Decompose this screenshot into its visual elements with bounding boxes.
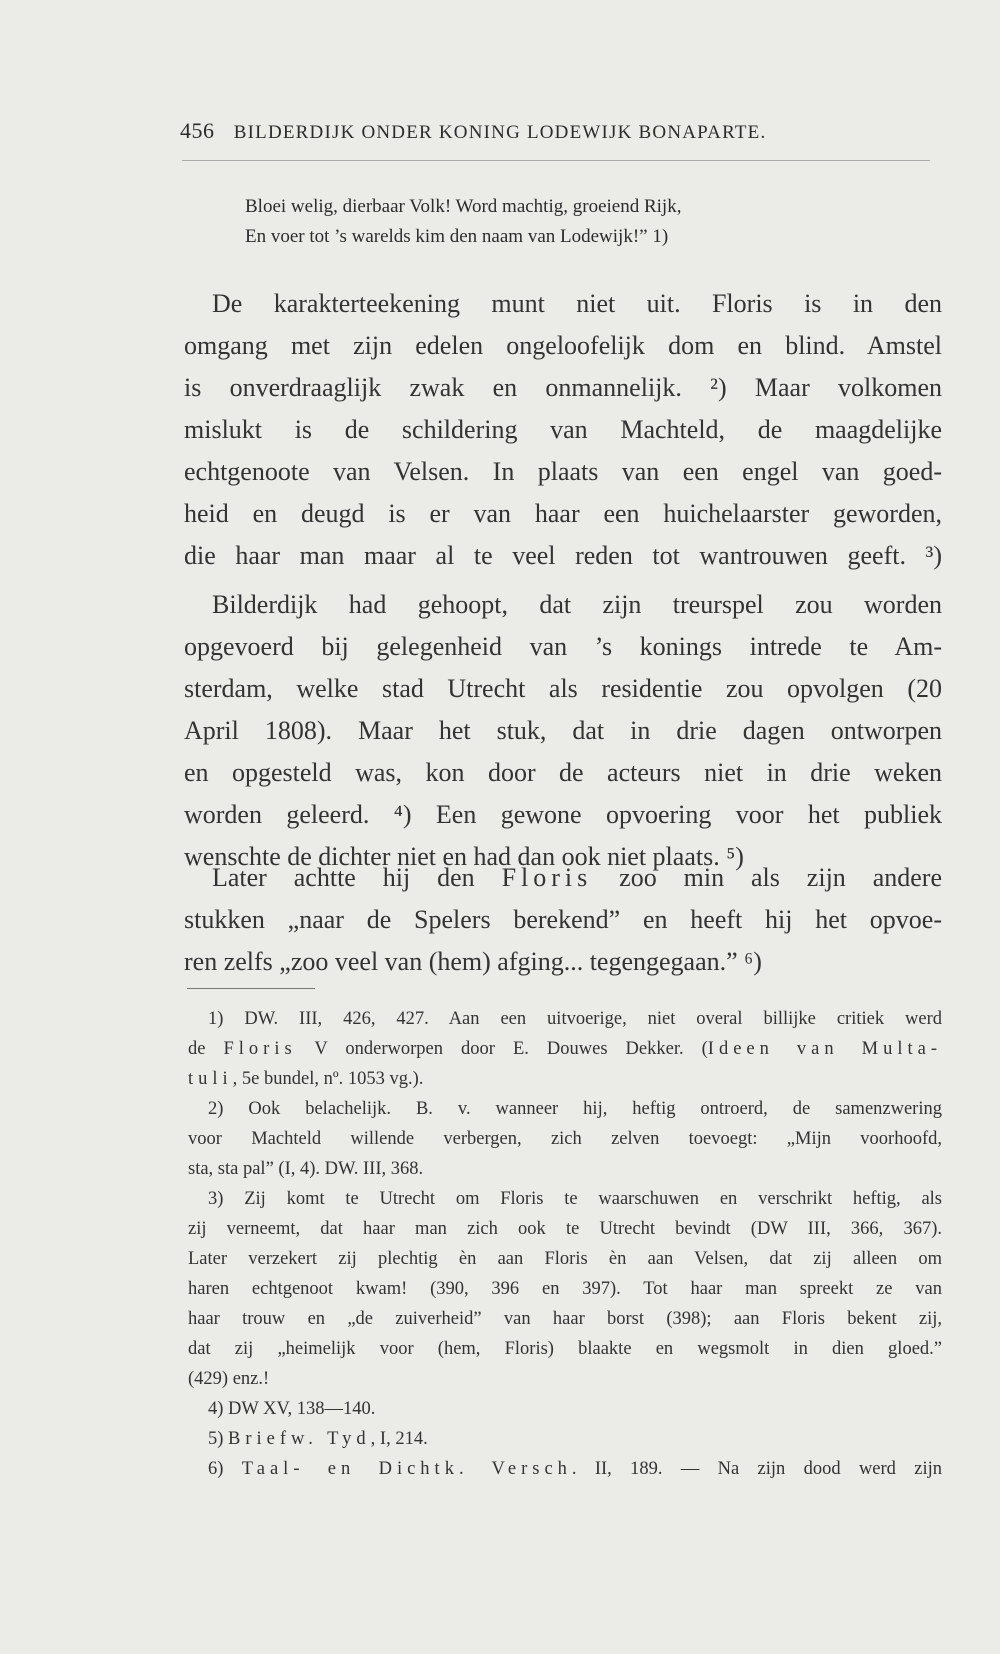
footnote-3-line: dat zij „heimelijk voor (hem, Floris) blaakte en wegsmolt in dien gloed.” bbox=[188, 1339, 942, 1359]
body-line: opgevoerd bij gelegenheid van ’s konings intrede te Am- bbox=[184, 632, 942, 661]
body-line: omgang met zijn edelen ongeloofelijk dom en blind. Amstel bbox=[184, 331, 942, 360]
footnote-1-line: de Floris V onderworpen door E. Douwes Dekker. (Ideen van Multa- bbox=[188, 1039, 942, 1059]
footnote-6: 6) Taal- en Dichtk. Versch. II, 189. — Na zijn dood werd zijn bbox=[208, 1459, 942, 1479]
body-line: Bilderdijk had gehoopt, dat zijn treurspel zou worden bbox=[212, 590, 942, 619]
footnote-separator bbox=[187, 988, 315, 989]
body-line: wenschte de dichter niet en had dan ook niet plaats. ⁵) bbox=[184, 842, 744, 871]
body-line: De karakterteekening munt niet uit. Floris is in den bbox=[212, 289, 942, 318]
paragraph-3 bbox=[184, 857, 942, 983]
footnote-1-line: tuli, 5e bundel, nº. 1053 vg.). bbox=[188, 1069, 424, 1089]
running-title: BILDERDIJK ONDER KONING LODEWIJK BONAPARTE. bbox=[233, 122, 767, 143]
body-line: April 1808). Maar het stuk, dat in drie dagen ontworpen bbox=[184, 716, 942, 745]
body-line: en opgesteld was, kon door de acteurs niet in drie weken bbox=[184, 758, 942, 787]
footnote-4: 4) DW XV, 138—140. bbox=[208, 1399, 376, 1419]
footnote-2: 2) Ook belachelijk. B. v. wanneer hij, heftig ontroerd, de samenzwering bbox=[208, 1099, 942, 1119]
footnote-1: 1) DW. III, 426, 427. Aan een uitvoerige, niet overal billijke critiek werd bbox=[208, 1009, 942, 1029]
footnote-5: 5) Briefw. Tyd, I, 214. bbox=[208, 1429, 428, 1449]
body-line: sterdam, welke stad Utrecht als residentie zou opvolgen (20 bbox=[184, 674, 942, 703]
body-line: worden geleerd. ⁴) Een gewone opvoering voor het publiek bbox=[184, 800, 942, 829]
footnote-2-line: sta, sta pal” (I, 4). DW. III, 368. bbox=[188, 1159, 424, 1179]
footnote-3-line: Later verzekert zij plechtig èn aan Floris èn aan Velsen, dat zij alleen om bbox=[188, 1249, 942, 1269]
footnote-3-line: (429) enz.! bbox=[188, 1369, 270, 1389]
spaced-title: Floris bbox=[501, 863, 593, 892]
footnotes bbox=[188, 1004, 942, 1484]
body-line: mislukt is de schildering van Machteld, de maagdelijke bbox=[184, 415, 942, 444]
body-line: ren zelfs „zoo veel van (hem) afging... tegengegaan.” ⁶) bbox=[184, 947, 762, 976]
footnote-2-line: voor Machteld willende verbergen, zich zelven toevoegt: „Mijn voorhoofd, bbox=[188, 1129, 942, 1149]
footnote-3: 3) Zij komt te Utrecht om Floris te waarschuwen en verschrikt heftig, als bbox=[208, 1189, 942, 1209]
footnote-3-line: haar trouw en „de zuiverheid” van haar borst (398); aan Floris bekent zij, bbox=[188, 1309, 942, 1329]
body-line: die haar man maar al te veel reden tot wantrouwen geeft. ³) bbox=[184, 541, 942, 570]
verse-line-2: En voer tot ’s warelds kim den naam van Lodewijk!” 1) bbox=[245, 226, 669, 247]
body-line: heid en deugd is er van haar een huichelaarster geworden, bbox=[184, 499, 942, 528]
paragraph-2 bbox=[184, 584, 942, 878]
verse-line-1: Bloei welig, dierbaar Volk! Word machtig, groeiend Rijk, bbox=[245, 196, 682, 217]
footnote-3-line: haren echtgenoot kwam! (390, 396 en 397). Tot haar man spreekt ze van bbox=[188, 1279, 942, 1299]
footnote-3-line: zij verneemt, dat haar man zich ook te Utrecht bevindt (DW III, 366, 367). bbox=[188, 1219, 942, 1239]
paragraph-1 bbox=[184, 283, 942, 577]
page-number: 456 bbox=[180, 118, 215, 143]
running-header bbox=[180, 118, 930, 144]
body-line: Later achtte hij den Floris zoo min als zijn andere bbox=[212, 863, 942, 892]
body-line: is onverdraaglijk zwak en onmannelijk. ²) Maar volkomen bbox=[184, 373, 942, 402]
body-line: stukken „naar de Spelers berekend” en heeft hij het opvoe- bbox=[184, 905, 942, 934]
header-rule bbox=[182, 160, 930, 167]
body-line: echtgenoote van Velsen. In plaats van een engel van goed- bbox=[184, 457, 942, 486]
